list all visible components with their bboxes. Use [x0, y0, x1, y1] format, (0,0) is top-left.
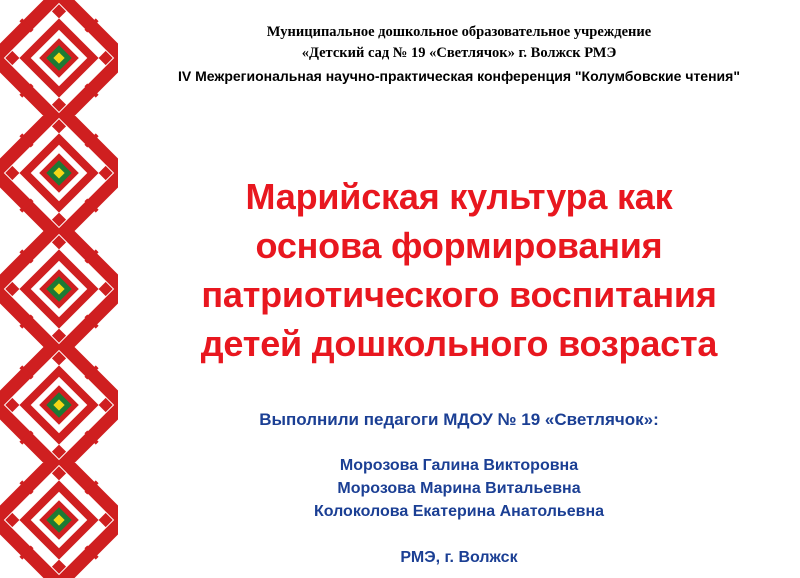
- mari-ornament-icon: [0, 0, 118, 116]
- author-name: Морозова Галина Викторовна: [339, 457, 579, 474]
- institution-name-line-1: Муниципальное дошкольное образовательное учреждение: [266, 24, 652, 40]
- title-line-1: Марийская культура как: [245, 176, 673, 218]
- slide-content: [118, 0, 800, 578]
- authors-section: [118, 408, 800, 569]
- mari-ornament-icon: [0, 347, 118, 463]
- mari-ornament-strip: [0, 0, 118, 578]
- institution-name-line-2: «Детский сад № 19 «Светлячок» г. Волжск РМЭ: [301, 45, 617, 61]
- title-line-4: детей дошкольного возраста: [200, 323, 718, 365]
- author-name: Морозова Марина Витальевна: [337, 480, 581, 497]
- title-line-3: патриотического воспитания: [201, 274, 717, 316]
- place-label: РМЭ, г. Волжск: [400, 549, 518, 566]
- mari-ornament-icon: [0, 231, 118, 347]
- author-name: Колоколова Екатерина Анатольевна: [313, 503, 605, 520]
- mari-ornament-icon: [0, 462, 118, 578]
- mari-ornament-icon: [0, 116, 118, 232]
- performed-by-label: Выполнили педагоги МДОУ № 19 «Светлячок»:: [259, 410, 659, 429]
- institution-header: [118, 22, 800, 87]
- title-line-2: основа формирования: [255, 225, 663, 267]
- conference-name: IV Межрегиональная научно-практическая конференция "Колумбовские чтения": [178, 68, 740, 84]
- page-title: [118, 172, 800, 368]
